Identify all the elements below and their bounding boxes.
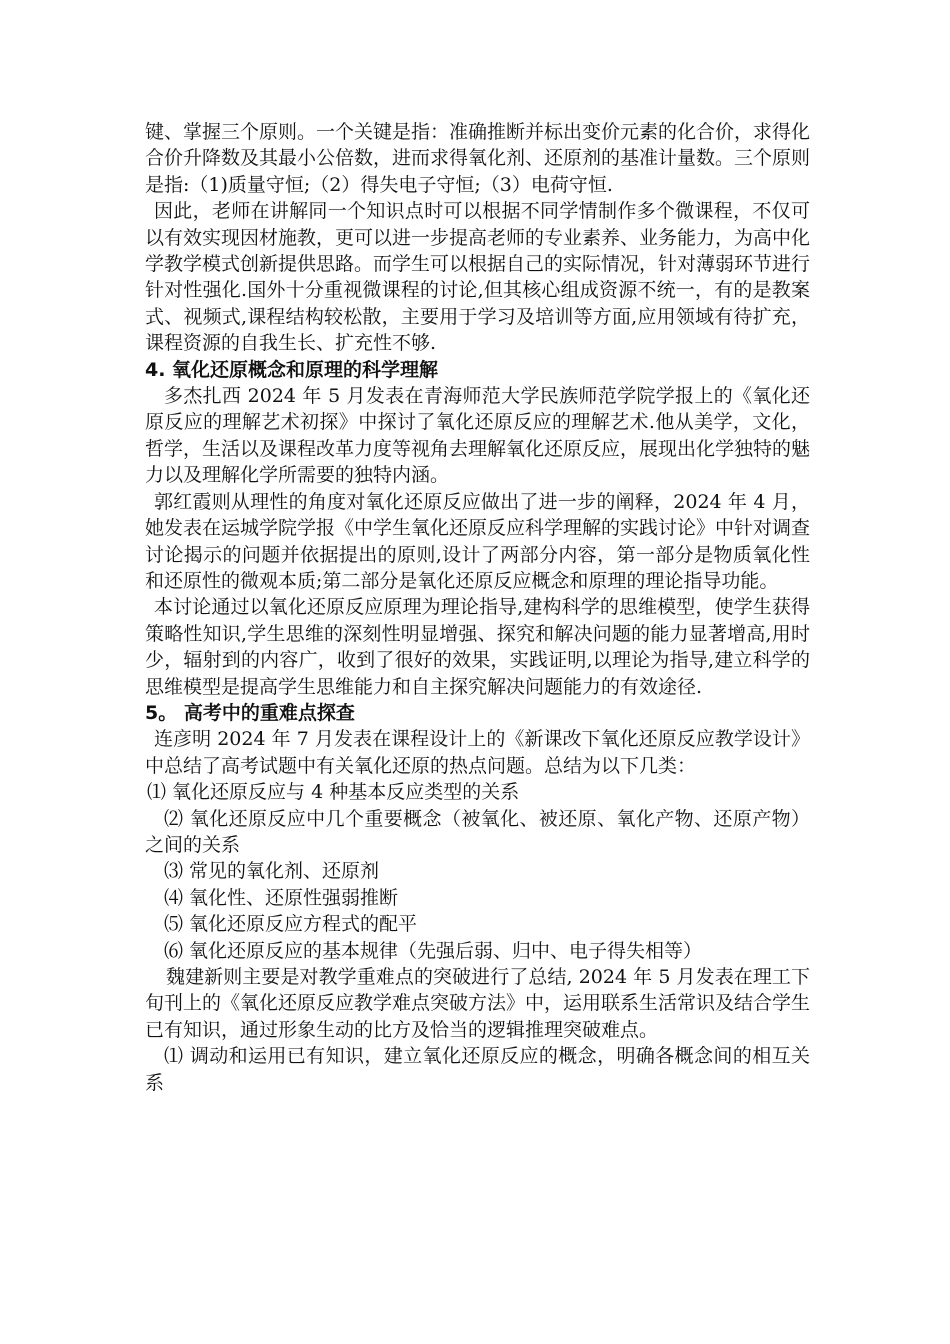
list-item: ⑴ 氧化还原反应与 4 种基本反应类型的关系 xyxy=(147,781,520,804)
section-heading-4: 4. 氧化还原概念和原理的科学理解 xyxy=(145,358,439,381)
document-page xyxy=(145,119,810,1096)
paragraph-micro-courses: 因此，老师在讲解同一个知识点时可以根据不同学情制作多个微课程，不仅可以有效实现因材施教，更可以进一步提高老师的专业素养、业务能力，为高中化学教学模式创新提供思路。而学生可以根据自己的实际情况，针对薄弱环节进行针对性强化.国外十分重视微课程的讨论,但其核心组成资源不统一，有的是教案式、视频式,课程结构较松散，主要用于学习及培训等方面,应用领域有待扩充，课程资源的自我生长、扩充性不够. xyxy=(145,200,811,355)
list-item: ⑵ 氧化还原反应中几个重要概念（被氧化、被还原、氧化产物、还原产物）之间的关系 xyxy=(145,807,810,856)
section-heading-5: 5。 高考中的重难点探查 xyxy=(145,701,355,724)
list-item: ⑴ 调动和运用已有知识，建立氧化还原反应的概念，明确各概念间的相互关系 xyxy=(145,1045,810,1094)
paragraph-balancing-principles: 键、掌握三个原则。一个关键是指：准确推断并标出变价元素的化合价，求得化合价升降数及其最小公倍数，进而求得氧化剂、还原剂的基准计量数。三个原则是指:（1)质量守恒;（2）得失电子守恒;（3）电荷守恒. xyxy=(145,121,811,196)
list-item: ⑹ 氧化还原反应的基本规律（先强后弱、归中、电子得失相等） xyxy=(164,939,703,962)
paragraph-guo-hongxia: 郭红霞则从理性的角度对氧化还原反应做出了进一步的阐释，2024 年 4 月，她发表在运城学院学报《中学生氧化还原反应科学理解的实践讨论》中针对调查讨论揭示的问题并依据提出的原则,设计了两部分内容，第一部分是物质氧化性和还原性的微观本质;第二部分是氧化还原反应概念和原理的理论指导功能。 xyxy=(145,490,811,592)
list-item: ⑸ 氧化还原反应方程式的配平 xyxy=(164,913,418,936)
paragraph-this-study: 本讨论通过以氧化还原反应原理为理论指导,建构科学的思维模型，使学生获得策略性知识,学生思维的深刻性明显增强、探究和解决问题的能力显著增高,用时少，辐射到的内容广，收到了很好的效果，实践证明,以理论为指导,建立科学的思维模型是提高学生思维能力和自主探究解决问题能力的有效途径. xyxy=(145,596,810,698)
paragraph-dorje-zhaxi: 多杰扎西 2024 年 5 月发表在青海师范大学民族师范学院学报上的《氧化还原反应的理解艺术初探》中探讨了氧化还原反应的理解艺术.他从美学，文化，哲学，生活以及课程改革力度等视角去理解氧化还原反应，展现出化学独特的魅力以及理解化学所需要的独特内涵。 xyxy=(145,385,811,487)
list-item: ⑷ 氧化性、还原性强弱推断 xyxy=(164,886,399,909)
list-item: ⑶ 常见的氧化剂、还原剂 xyxy=(164,860,380,883)
paragraph-lian-yanming: 连彦明 2024 年 7 月发表在课程设计上的《新课改下氧化还原反应教学设计》中总结了高考试题中有关氧化还原的热点问题。总结为以下几类： xyxy=(145,728,810,777)
paragraph-wei-jianxin: 魏建新则主要是对教学重难点的突破进行了总结, 2024 年 5 月发表在理工下旬刊上的《氧化还原反应教学难点突破方法》中，运用联系生活常识及结合学生已有知识，通过形象生动的比方及恰当的逻辑推理突破难点。 xyxy=(145,966,811,1041)
